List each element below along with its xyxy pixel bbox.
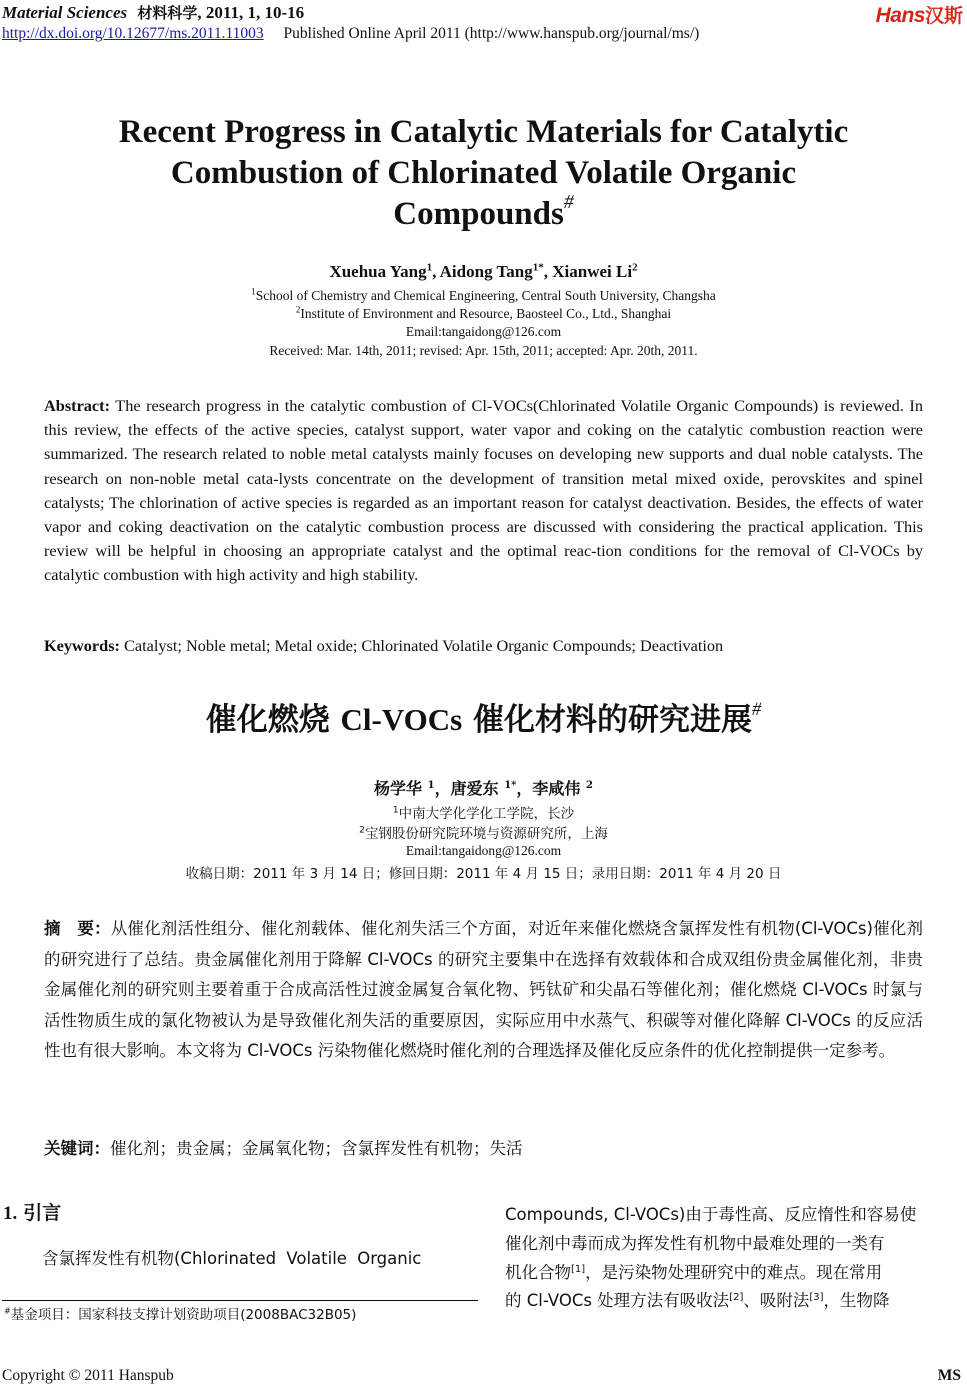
citation-ref[interactable]: [2] [729,1292,744,1304]
author: 唐爱东 [450,779,499,798]
text-line: 催化剂中毒而成为挥发性有机物中最难处理的一类有 [505,1233,885,1253]
intro-paragraph-continued [505,1201,963,1316]
published-online: Published Online April 2011 (http://www.hanspub.org/journal/ms/) [283,25,700,42]
logo-latin: Hans [875,4,925,27]
title-line: Combustion of Chlorinated Volatile Organic [170,155,797,191]
journal-name: Material Sciences [2,3,128,22]
received-dates-cn: 收稿日期：2011 年 3 月 14 日；修回日期：2011 年 4 月 15 日；录用日期：2011 年 4 月 20 日 [185,866,782,882]
journal-abbreviation: MS [937,1367,961,1384]
text-line: 的 Cl-VOCs 处理方法有吸收法[2]、吸附法[3]，生物降 [505,1291,890,1311]
keywords-text: Catalyst; Noble metal; Metal oxide; Chlorinated Volatile Organic Compounds; Deactivation [124,636,724,655]
footnote: #基金项目：国家科技支撑计划资助项目(2008BAC32B05) [4,1306,357,1323]
abstract-cn [44,914,923,1067]
keywords-label-cn: 关键词： [44,1139,110,1158]
author: Xuehua Yang [329,262,427,281]
author: Aidong Tang [439,262,533,281]
author-email: Email:tangaidong@126.com [405,324,562,339]
author-list: Xuehua Yang$^1$, Aidong Tang$^{1*}$, Xianwei Li$^2$ [329,261,638,281]
footnote-divider [2,1300,478,1301]
citation-ref[interactable]: [3] [809,1292,824,1304]
journal-volume: , 2011, 1, 10-16 [197,3,305,22]
copyright: Copyright © 2011 Hanspub [2,1367,174,1384]
abstract-label: Abstract: [44,396,111,415]
author-list-cn: 杨学华 $^1$，唐爱东 $^{1*}$，李咸伟 $^2$ [374,779,593,798]
author: Xianwei Li [552,262,633,281]
keywords-label: Keywords: [44,636,120,655]
journal-name-cn: 材料科学 [137,4,198,22]
affiliation-cn: $^1$中南大学化学化工学院，长沙 [392,805,575,822]
abstract-text-cn: 从催化剂活性组分、催化剂载体、催化剂失活三个方面，对近年来催化燃烧含氯挥发性有机物(Cl-VOCs)催化剂的研究进行了总结。贵金属催化剂用于降解 Cl-VOCs 的研究主要集中在选择有效载体和合成双组份贵金属催化剂，非贵金属催化剂的研究则主要着重于合成高活性过渡金属复合氧化物、钙钛矿和尖晶石等催化剂；催化燃烧 Cl-VOCs 时氯与活性物质生成的氯化物被认为是导致催化剂失活的重要原因，实际应用中水蒸气、积碳等对催化降解 Cl-VOCs 的反应活性也有很大影响。本文将为 Cl-VOCs 污染物催化燃烧时催化剂的合理选择及催化反应条件的优化控制提供一定参考。 [44,919,923,1060]
abstract-label-cn: 摘 要： [44,919,111,938]
affiliation-cn: $^2$宝钢股份研究院环境与资源研究所，上海 [359,825,608,842]
affiliation: $^1$School of Chemistry and Chemical Engineering, Central South University, Changsha [251,286,716,303]
abstract-text: The research progress in the catalytic combustion of Cl-VOCs(Chlorinated Volatile Organic Compounds) is reviewed. In this review, the effects of the active species, catalyst support, water vapor and coking on the catalytic combustion reaction were summarized. The research related to noble metal catalysts mainly focuses on developing new supports and dual noble catalysts. The research on non-noble metal cata-lysts concentrate on the development of transition metal mixed oxide, perovskites and spinel catalysts; The chlorination of active species is regarded as an important reason for catalyst deactivation. Besides, the effects of water vapor and coking deactivation on the catalytic combustion process are discussed with considering the practical application. This review will be helpful in choosing an appropriate catalyst and the optimal reac-tion conditions for the removal of Cl-VOCs by catalytic combustion with high activity and high stability. [44,396,923,585]
keywords-text-cn: 催化剂；贵金属；金属氧化物；含氯挥发性有机物；失活 [110,1139,523,1158]
intro-paragraph-start: 含氯挥发性有机物(Chlorinated Volatile Organic [42,1249,422,1268]
paper-title-cn: 催化燃烧 Cl-VOCs 催化材料的研究进展# [205,699,762,738]
doi-line [2,25,699,43]
doi-link[interactable]: http://dx.doi.org/10.12677/ms.2011.11003 [2,25,264,42]
affiliation: $^2$Institute of Environment and Resource, Baosteel Co., Ltd., Shanghai [295,304,672,321]
title-line: Compounds# [393,191,574,232]
journal-citation [2,2,304,23]
received-dates: Received: Mar. 14th, 2011; revised: Apr. 15th, 2011; accepted: Apr. 20th, 2011. [269,343,698,358]
title-footnote-mark: # [563,191,574,214]
author: 李咸伟 [532,779,581,798]
paper-title [40,112,927,235]
title-footnote-mark: # [751,699,762,721]
citation-ref[interactable]: [1] [571,1263,586,1275]
author-email-cn: Email:tangaidong@126.com [405,843,562,858]
abstract [44,394,923,588]
text-line: 机化合物[1]，是污染物处理研究中的难点。现在常用 [505,1262,883,1282]
title-line: Recent Progress in Catalytic Materials for Catalytic [118,114,849,150]
keywords-cn [44,1135,523,1159]
text-line: Compounds, Cl-VOCs)由于毒性高、反应惰性和容易使 [505,1205,917,1224]
logo-cn: 汉斯 [924,5,963,27]
author: 杨学华 [374,779,423,798]
section-heading: 1. 引言 [3,1202,62,1224]
publisher-logo [876,1,963,28]
keywords [44,636,923,656]
